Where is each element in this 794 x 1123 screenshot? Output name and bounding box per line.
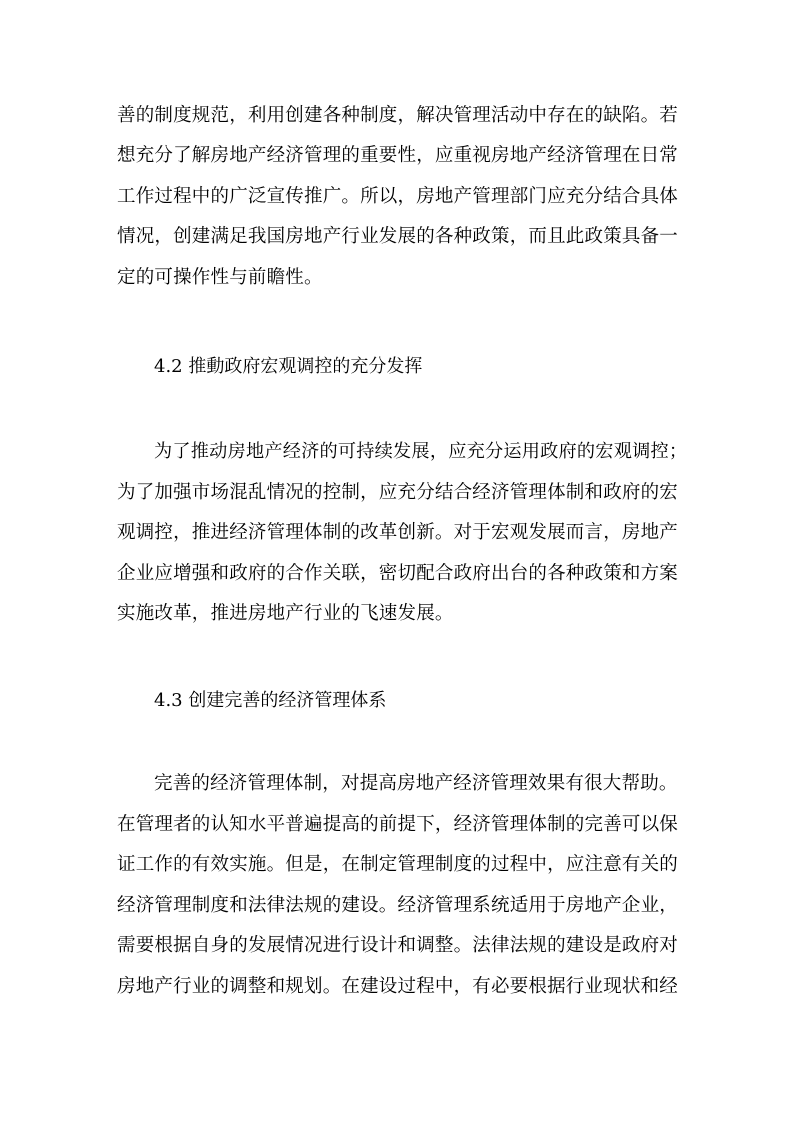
paragraph-1-line-5: 定的可操作性与前瞻性。 [117,267,323,288]
paragraph-3-line-1: 完善的经济管理体制，对提高房地产经济管理效果有很大帮助。 [154,773,678,794]
paragraph-1-line-4: 情况，创建满足我国房地产行业发展的各种政策，而且此政策具备一 [117,226,679,247]
paragraph-1-line-1: 善的制度规范，利用创建各种制度，解决管理活动中存在的缺陷。若 [117,105,679,126]
section-heading-4-2: 4.2 推動政府宏观调控的充分发挥 [154,356,423,377]
paragraph-2-line-5: 实施改革，推进房地产行业的飞速发展。 [117,603,454,624]
paragraph-3-line-6: 房地产行业的调整和规划。在建设过程中，有必要根据行业现状和经 [117,976,679,997]
paragraph-3-line-4: 经济管理制度和法律法规的建设。经济管理系统适用于房地产企业， [117,895,679,916]
paragraph-3-line-5: 需要根据自身的发展情况进行设计和调整。法律法规的建设是政府对 [117,935,679,956]
paragraph-2-line-3: 观调控，推进经济管理体制的改革创新。对于宏观发展而言，房地产 [117,522,679,543]
paragraph-2-line-2: 为了加强市场混乱情况的控制，应充分结合经济管理体制和政府的宏 [117,482,679,503]
paragraph-1-line-2: 想充分了解房地产经济管理的重要性，应重视房地产经济管理在日常 [117,145,679,166]
paragraph-3-line-3: 证工作的有效实施。但是，在制定管理制度的过程中，应注意有关的 [117,854,679,875]
paragraph-3-line-2: 在管理者的认知水平普遍提高的前提下，经济管理体制的完善可以保 [117,814,679,835]
section-heading-4-3: 4.3 创建完善的经济管理体系 [154,690,387,711]
paragraph-2-line-4: 企业应增强和政府的合作关联，密切配合政府出台的各种政策和方案 [117,563,679,584]
paragraph-1-line-3: 工作过程中的广泛宣传推广。所以，房地产管理部门应充分结合具体 [117,186,679,207]
paragraph-2-line-1: 为了推动房地产经济的可持续发展，应充分运用政府的宏观调控； [154,441,688,462]
